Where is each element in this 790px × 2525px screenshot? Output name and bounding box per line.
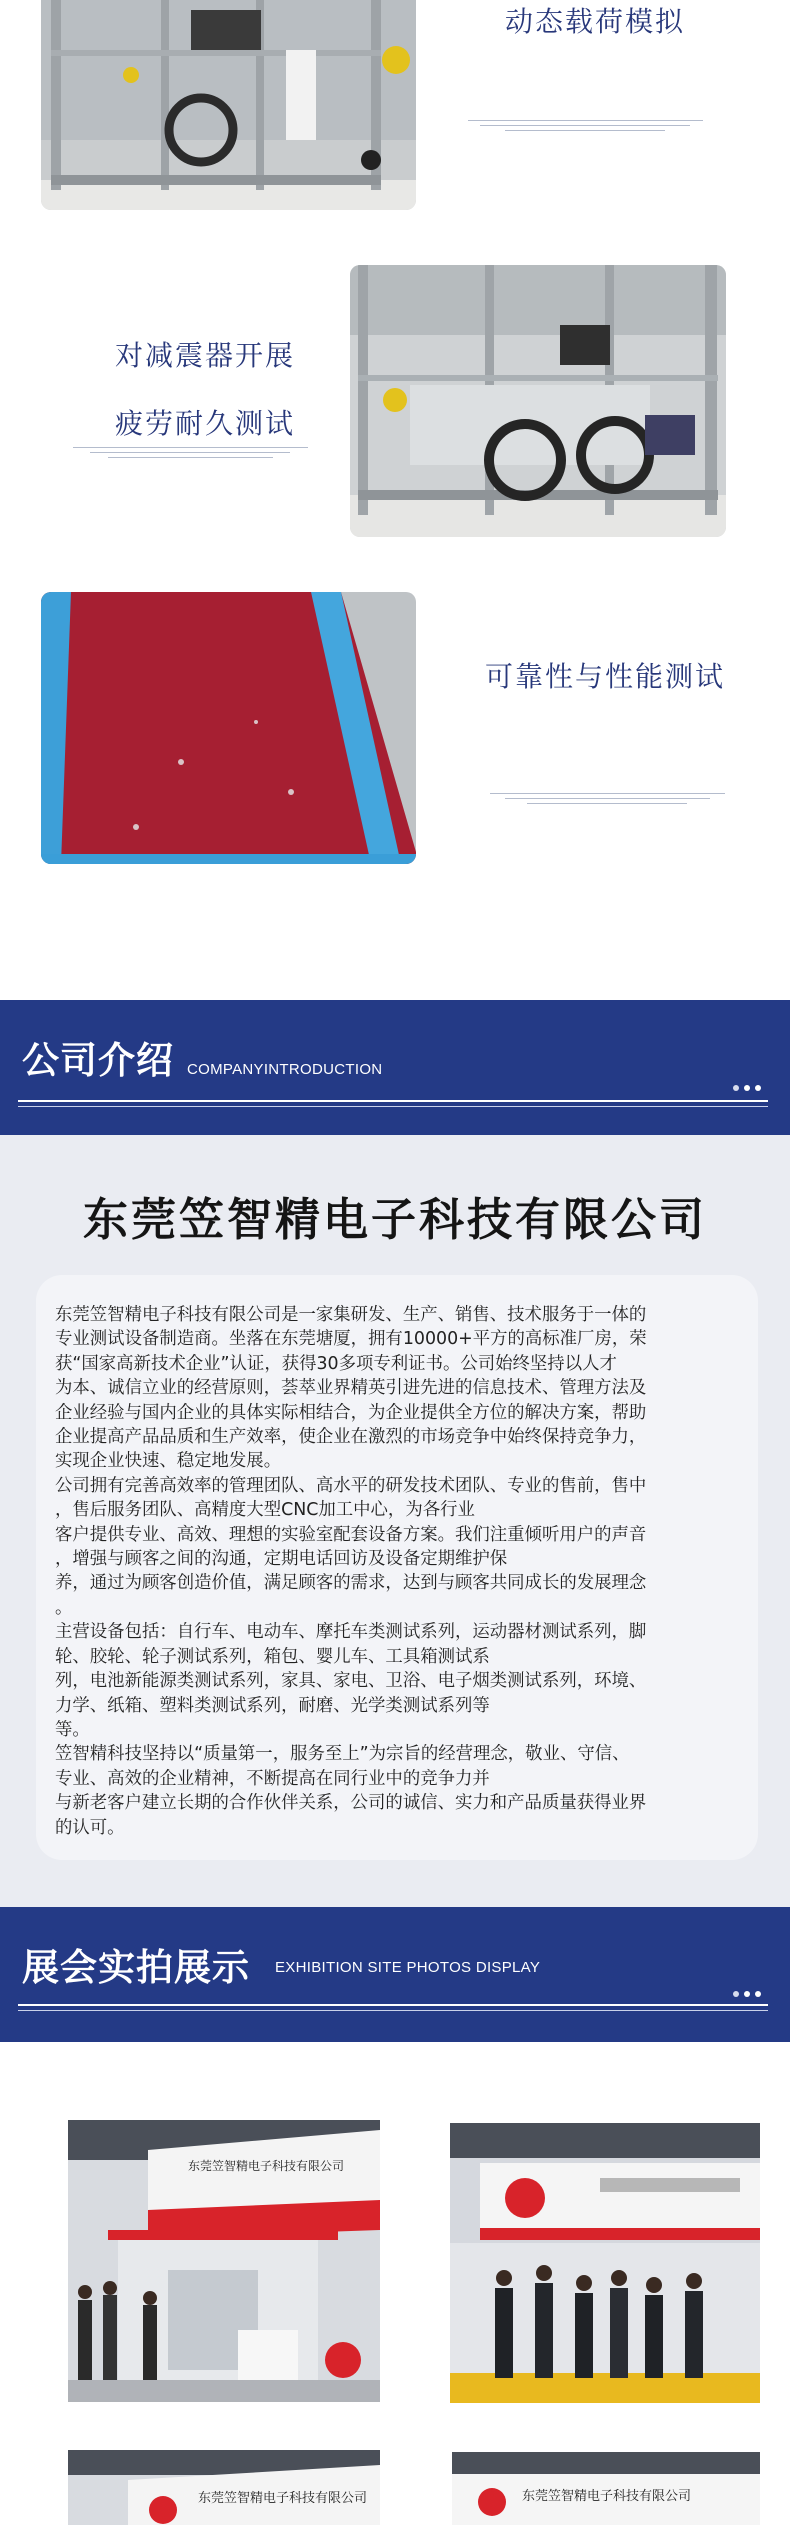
svg-text:东莞笠智精电子科技有限公司: 东莞笠智精电子科技有限公司 [522, 2489, 692, 2504]
feature-title-line: 动态载荷模拟 [504, 5, 685, 38]
intro-text-line: 为本、诚信立业的经营原则，荟萃业界精英引进先进的信息技术、管理方法及 [55, 1378, 647, 1399]
intro-text-line: 客户提供专业、高效、理想的实验室配套设备方案。我们注重倾听用户的声音 [55, 1524, 647, 1545]
company-intro-banner [0, 1000, 790, 1135]
intro-text-line: 力学、纸箱、塑料类测试系列，耐磨、光学类测试系列等 [55, 1695, 490, 1716]
intro-text-line: 与新老客户建立长期的合作伙伴关系，公司的诚信、实力和产品质量获得业界 [55, 1793, 647, 1814]
feature-title-line: 对减震器开展 [114, 339, 295, 372]
banner-divider [18, 2004, 768, 2006]
fine-print-decoration [487, 793, 727, 804]
feature-title-line: 可靠性与性能测试 [484, 660, 725, 693]
intro-text-line: ，增强与顾客之间的沟通，定期电话回访及设备定期维护保 [55, 1549, 508, 1570]
red-drum-surface-photo [41, 592, 416, 864]
intro-text-line: 公司拥有完善高效率的管理团队、高水平的研发技术团队、专业的售前，售中 [55, 1475, 647, 1496]
fine-print-decoration [465, 120, 705, 131]
banner-divider-thin [18, 1106, 768, 1107]
expo-booth-photo-3 [68, 2450, 380, 2525]
banner-divider [18, 1100, 768, 1102]
banner-dots-decoration [733, 1991, 761, 1997]
intro-text-line: 企业经验与国内企业的具体实际相结合，为企业提供全方位的解决方案，帮助 [55, 1402, 647, 1423]
intro-text-line: 获“国家高新技术企业”认证，获得30多项专利证书。公司始终坚持以人才 [55, 1353, 617, 1374]
feature-title-3 [450, 655, 760, 695]
intro-text-line: 企业提高产品品质和生产效率，使企业在激烈的市场竞争中始终保持竞争力， [55, 1427, 647, 1448]
intro-text-line: 主营设备包括：自行车、电动车、摩托车类测试系列，运动器材测试系列，脚 [55, 1622, 647, 1643]
company-name-heading: 东莞笠智精电子科技有限公司 [82, 1193, 707, 1246]
intro-text-line: 专业、高效的企业精神，不断提高在同行业中的竞争力并 [55, 1768, 490, 1789]
expo-team-photo-2 [450, 2123, 760, 2403]
banner-divider-thin [18, 2010, 768, 2011]
intro-text-line: 等。 [55, 1719, 90, 1740]
exhibition-banner [0, 1907, 790, 2042]
expo-booth-photo-1 [68, 2120, 380, 2402]
shock-absorber-fatigue-rig-photo [350, 265, 726, 537]
company-intro-paragraph [55, 1303, 745, 1840]
intro-text-line: ，售后服务团队、高精度大型CNC加工中心，为各行业 [55, 1500, 475, 1521]
intro-text-line: 的认可。 [55, 1817, 125, 1838]
exhibition-subtitle: EXHIBITION SITE PHOTOS DISPLAY [275, 1959, 541, 1976]
expo-booth-photo-4 [452, 2452, 760, 2525]
intro-text-line: 专业测试设备制造商。坐落在东莞塘厦，拥有10000+平方的高标准厂房，荣 [55, 1329, 647, 1350]
company-intro-title: 公司介绍 [22, 1039, 174, 1082]
fine-print-decoration [70, 447, 310, 458]
svg-text:东莞笠智精电子科技有限公司: 东莞笠智精电子科技有限公司 [188, 2159, 345, 2173]
intro-text-line: 养，通过为顾客创造价值，满足顾客的需求，达到与顾客共同成长的发展理念 [55, 1573, 647, 1594]
svg-text:东莞笠智精电子科技有限公司: 东莞笠智精电子科技有限公司 [198, 2491, 368, 2506]
company-intro-subtitle: COMPANYINTRODUCTION [187, 1061, 383, 1078]
feature-title-1 [440, 0, 750, 40]
intro-text-line: 笠智精科技坚持以“质量第一，服务至上”为宗旨的经营理念，敬业、守信、 [55, 1744, 630, 1765]
feature-title-line: 疲劳耐久测试 [114, 407, 295, 440]
feature-title-2 [50, 322, 360, 458]
intro-text-line: 东莞笠智精电子科技有限公司是一家集研发、生产、销售、技术服务于一体的 [55, 1305, 647, 1325]
intro-text-line: 。 [55, 1597, 73, 1618]
intro-text-line: 轮、胶轮、轮子测试系列，箱包、婴儿车、工具箱测试系 [55, 1646, 490, 1667]
suspension-test-rig-photo [41, 0, 416, 210]
banner-dots-decoration [733, 1085, 761, 1091]
intro-text-line: 列，电池新能源类测试系列，家具、家电、卫浴、电子烟类测试系列，环境、 [55, 1671, 647, 1692]
exhibition-title: 展会实拍展示 [22, 1946, 250, 1989]
intro-text-line: 实现企业快速、稳定地发展。 [55, 1451, 282, 1472]
